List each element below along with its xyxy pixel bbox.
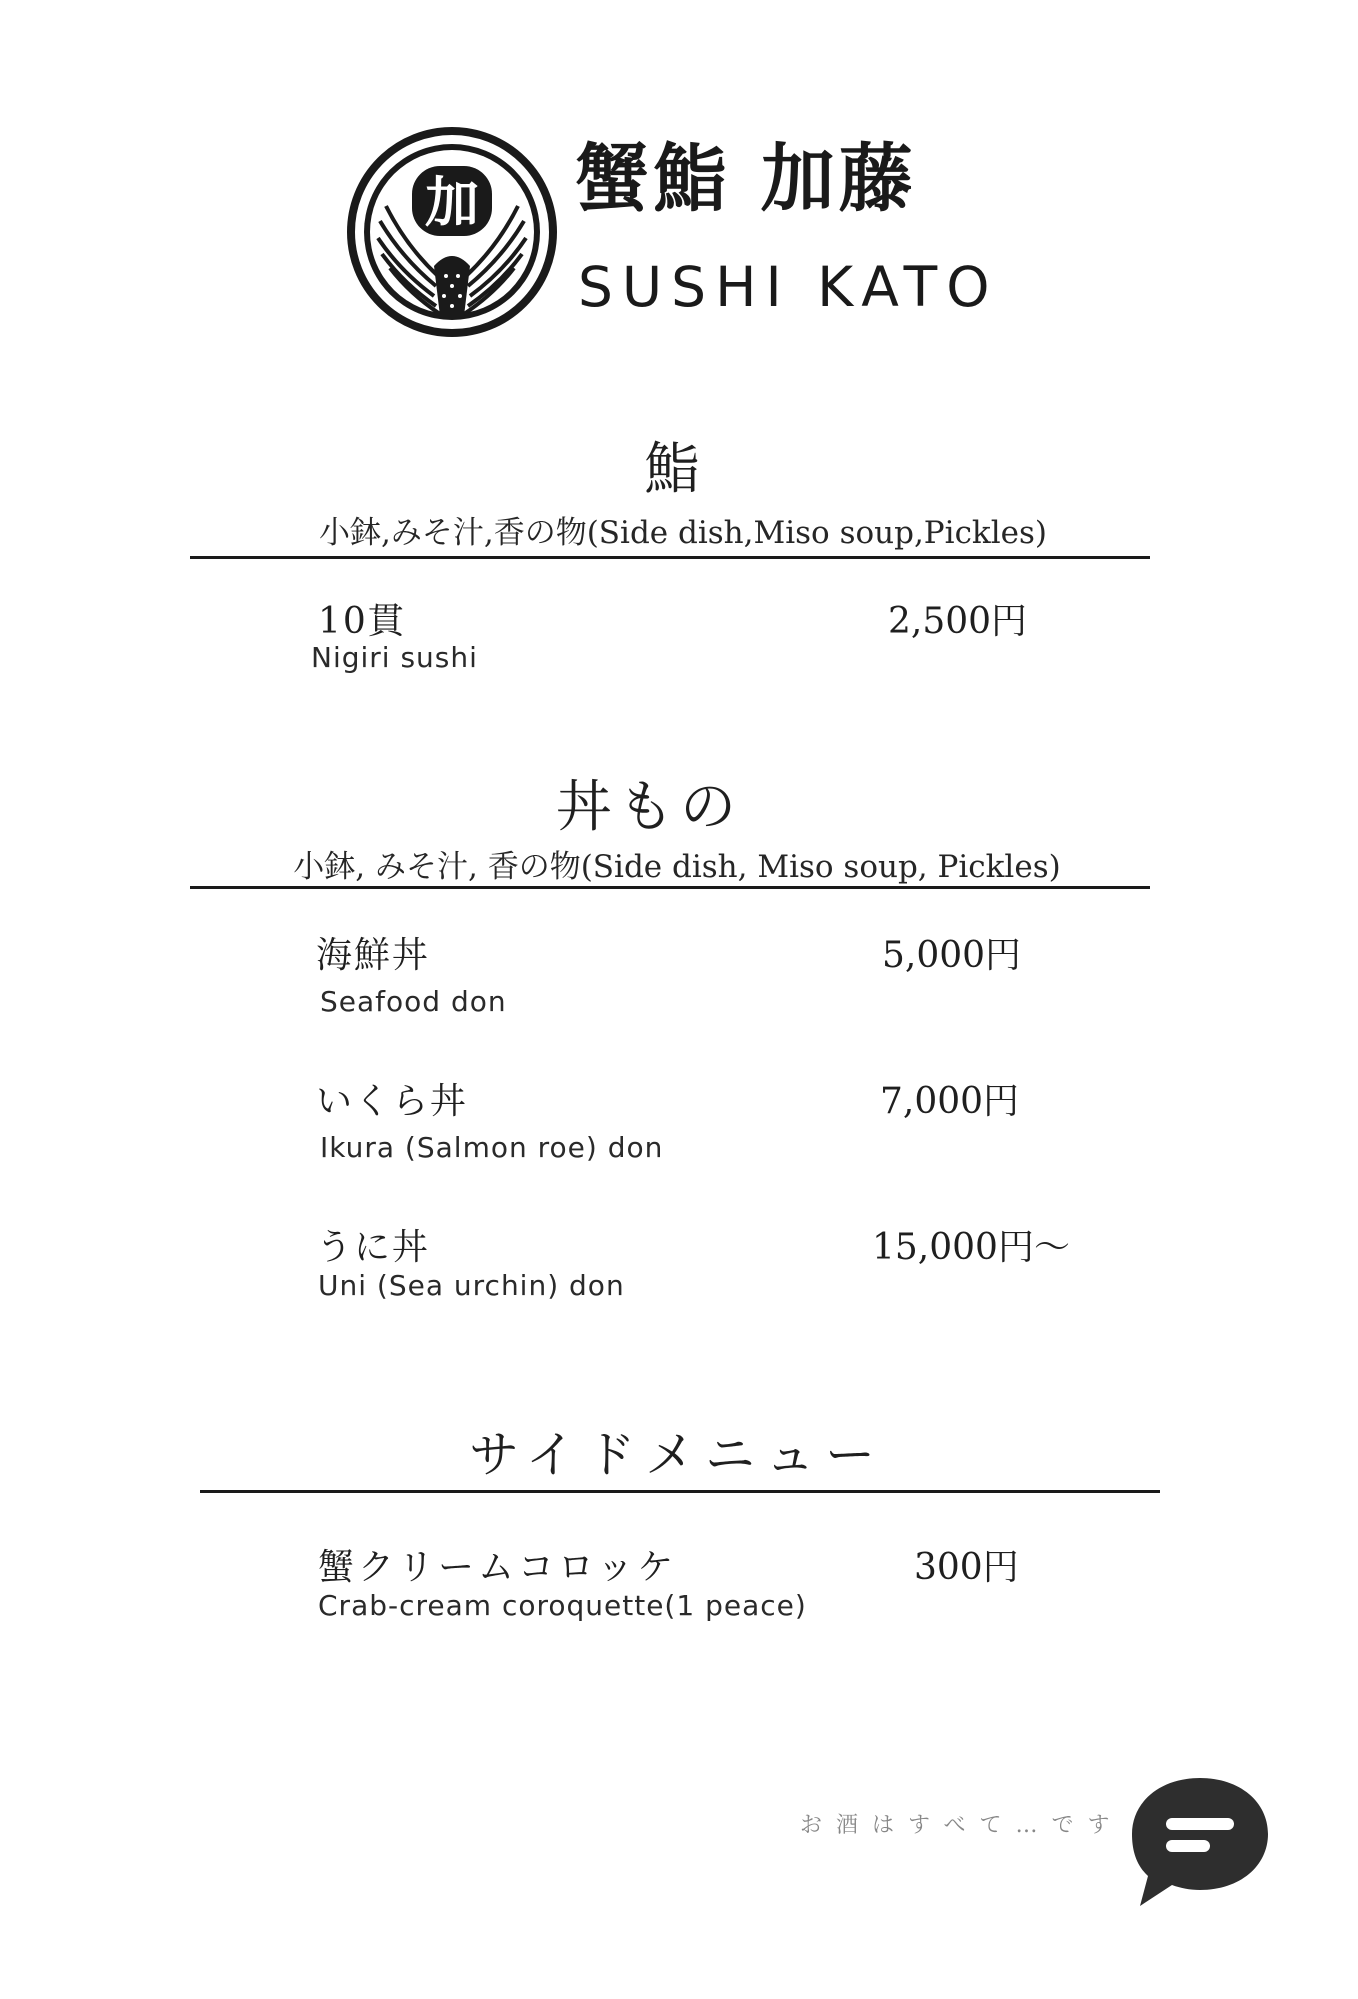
brand-name-jp: 蟹鮨 加藤 [575,136,917,222]
menu-item-name-en: Nigiri sushi [311,641,478,674]
section-divider [190,556,1150,559]
section-title-side-menu: サイドメニュー [469,1426,885,1484]
menu-item-name-jp: うに丼 [316,1227,431,1268]
menu-item-name-en: Ikura (Salmon roe) don [320,1131,664,1164]
section-divider [190,886,1150,889]
menu-item-name-en: Uni (Sea urchin) don [318,1269,625,1302]
chat-bubble-icon[interactable] [1128,1772,1274,1912]
menu-item-name-jp: 蟹クリームコロッケ [318,1547,678,1588]
menu-item-name-en: Seafood don [320,985,507,1018]
menu-item-price: 15,000円～ [872,1227,1070,1268]
menu-item-name-jp: 海鮮丼 [316,935,431,976]
crest-emblem-icon [346,126,558,338]
menu-item-price: 300円 [914,1547,1019,1588]
section-title-sushi: 鮨 [644,437,706,502]
menu-item-name-jp: 10貫 [318,601,406,642]
section-divider [200,1490,1160,1493]
section-subtitle-donburi: 小鉢, みそ汁, 香の物(Side dish, Miso soup, Pickles) [293,849,1061,885]
menu-item-name-jp: いくら丼 [316,1081,469,1122]
menu-item-price: 2,500円 [888,601,1028,642]
menu-item-price: 7,000円 [880,1081,1020,1122]
section-subtitle-sushi: 小鉢,みそ汁,香の物(Side dish,Miso soup,Pickles) [319,515,1047,551]
brand-name-en: SUSHI KATO [578,255,999,319]
section-title-donburi: 丼もの [556,775,742,840]
footnote: お酒はすべて…です [800,1813,1124,1838]
crest-emblem-char: 加 [425,170,479,234]
menu-item-name-en: Crab-cream coroquette(1 peace) [318,1589,807,1622]
menu-item-price: 5,000円 [882,935,1022,976]
